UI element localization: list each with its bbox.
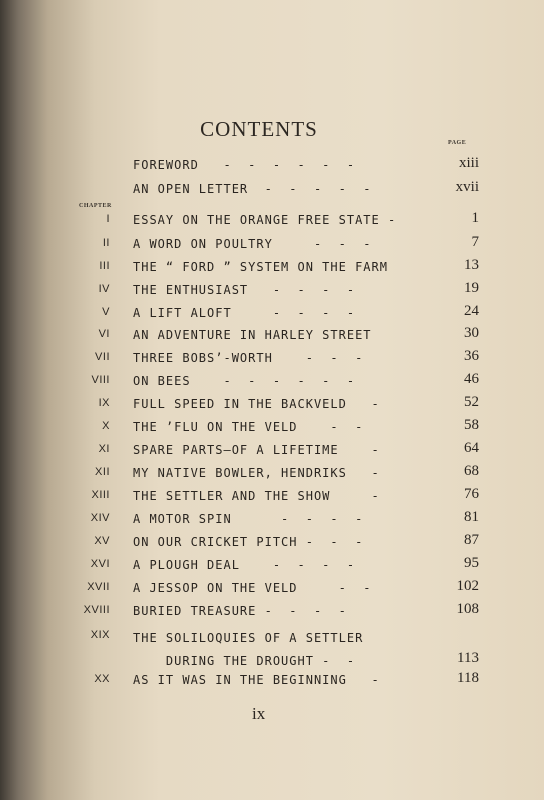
toc-entry-title: A WORD ON POULTRY - - - bbox=[133, 237, 372, 251]
toc-chapter-row bbox=[0, 670, 544, 692]
chapter-number: V bbox=[102, 306, 110, 318]
toc-entry-title: A LIFT ALOFT - - - - bbox=[133, 306, 356, 320]
toc-front-row-foreword bbox=[0, 155, 544, 177]
toc-entry-title: AN OPEN LETTER - - - - - bbox=[133, 182, 372, 196]
toc-entry-page: xvii bbox=[455, 179, 479, 195]
toc-entry-title: ON OUR CRICKET PITCH - - - bbox=[133, 535, 364, 549]
toc-entry-page: 108 bbox=[456, 601, 479, 617]
toc-entry-page: 58 bbox=[464, 417, 479, 433]
chapter-number: XII bbox=[95, 466, 110, 478]
toc-entry-title: THE ENTHUSIAST - - - - bbox=[133, 283, 356, 297]
toc-chapter-row bbox=[0, 463, 544, 485]
toc-entry-title: THE SETTLER AND THE SHOW - bbox=[133, 489, 380, 503]
toc-entry-title: AN ADVENTURE IN HARLEY STREET bbox=[133, 328, 372, 342]
toc-chapter-row bbox=[0, 626, 544, 668]
toc-entry-page: 95 bbox=[464, 555, 479, 571]
chapter-number: IX bbox=[98, 397, 110, 409]
toc-chapter-row bbox=[0, 601, 544, 623]
toc-entry-title: A PLOUGH DEAL - - - - bbox=[133, 558, 356, 572]
toc-chapter-row bbox=[0, 440, 544, 462]
toc-entry-page: 64 bbox=[464, 440, 479, 456]
page-folio: ix bbox=[252, 704, 266, 723]
chapter-number: VIII bbox=[91, 374, 110, 386]
toc-entry-page: 102 bbox=[456, 578, 479, 594]
toc-entry-title: ESSAY ON THE ORANGE FREE STATE - bbox=[133, 213, 397, 227]
toc-entry-title: THE ’FLU ON THE VELD - - bbox=[133, 420, 364, 434]
toc-entry-page: xiii bbox=[458, 155, 479, 171]
chapter-number: XVII bbox=[87, 581, 110, 593]
chapter-number: III bbox=[99, 260, 110, 272]
chapter-number: XX bbox=[94, 673, 110, 685]
chapter-number: XIII bbox=[91, 489, 110, 501]
toc-entry-title: A MOTOR SPIN - - - - bbox=[133, 512, 364, 526]
toc-entry-page: 46 bbox=[464, 371, 479, 387]
toc-chapter-row bbox=[0, 394, 544, 416]
toc-entry-page: 13 bbox=[464, 257, 479, 273]
chapter-number: XVI bbox=[90, 558, 110, 570]
toc-entry-title: FOREWORD - - - - - - bbox=[133, 158, 356, 172]
toc-entry-page: 36 bbox=[464, 348, 479, 364]
toc-entry-title: A JESSOP ON THE VELD - - bbox=[133, 581, 372, 595]
toc-entry-title: THREE BOBS’-WORTH - - - bbox=[133, 351, 364, 365]
toc-chapter-row bbox=[0, 325, 544, 347]
chapter-number: XIV bbox=[90, 512, 110, 524]
toc-entry-page: 68 bbox=[464, 463, 479, 479]
toc-entry-title: THE “ FORD ” SYSTEM ON THE FARM bbox=[133, 260, 388, 274]
chapter-number: VII bbox=[95, 351, 110, 363]
chapter-number: X bbox=[102, 420, 110, 432]
toc-entry-page: 7 bbox=[471, 234, 479, 250]
toc-entry-page: 19 bbox=[464, 280, 479, 296]
page-column-header: PAGE bbox=[448, 140, 467, 146]
chapter-column-header: CHAPTER bbox=[79, 203, 112, 209]
toc-chapter-row bbox=[0, 348, 544, 370]
toc-entry-page: 24 bbox=[464, 303, 479, 319]
toc-entry-page: 87 bbox=[464, 532, 479, 548]
page-title: CONTENTS bbox=[200, 117, 318, 141]
chapter-number: IV bbox=[98, 283, 110, 295]
chapter-number: XV bbox=[94, 535, 110, 547]
toc-chapter-row bbox=[0, 280, 544, 302]
toc-chapter-row bbox=[0, 303, 544, 325]
toc-entry-page: 1 bbox=[471, 210, 479, 226]
chapter-number: VI bbox=[98, 328, 110, 340]
toc-chapter-row bbox=[0, 210, 544, 232]
toc-chapter-row bbox=[0, 486, 544, 508]
toc-entry-page: 113 bbox=[457, 650, 479, 666]
toc-chapter-row bbox=[0, 555, 544, 577]
toc-chapter-row bbox=[0, 234, 544, 256]
toc-entry-page: 118 bbox=[457, 670, 479, 686]
toc-entry-title: MY NATIVE BOWLER, HENDRIKS - bbox=[133, 466, 380, 480]
chapter-number: XIX bbox=[90, 629, 110, 641]
toc-entry-page: 30 bbox=[464, 325, 479, 341]
toc-chapter-row bbox=[0, 257, 544, 279]
toc-entry-title: FULL SPEED IN THE BACKVELD - bbox=[133, 397, 380, 411]
toc-chapter-row bbox=[0, 578, 544, 600]
toc-entry-title: AS IT WAS IN THE BEGINNING - bbox=[133, 673, 380, 687]
toc-entry-page: 81 bbox=[464, 509, 479, 525]
chapter-number: XVIII bbox=[83, 604, 110, 616]
toc-chapter-row bbox=[0, 509, 544, 531]
toc-entry-title: SPARE PARTS—OF A LIFETIME - bbox=[133, 443, 380, 457]
toc-front-row-open-letter bbox=[0, 179, 544, 201]
toc-entry-title: ON BEES - - - - - - bbox=[133, 374, 356, 388]
chapter-number: I bbox=[106, 213, 110, 225]
toc-chapter-row bbox=[0, 532, 544, 554]
toc-entry-page: 52 bbox=[464, 394, 479, 410]
toc-chapter-row bbox=[0, 417, 544, 439]
chapter-number: II bbox=[102, 237, 110, 249]
toc-chapter-row bbox=[0, 371, 544, 393]
chapter-number: XI bbox=[98, 443, 110, 455]
toc-entry-title: BURIED TREASURE - - - - bbox=[133, 604, 347, 618]
toc-entry-page: 76 bbox=[464, 486, 479, 502]
toc-entry-title: THE SOLILOQUIES OF A SETTLER DURING THE DROUGHT - - bbox=[133, 631, 364, 668]
